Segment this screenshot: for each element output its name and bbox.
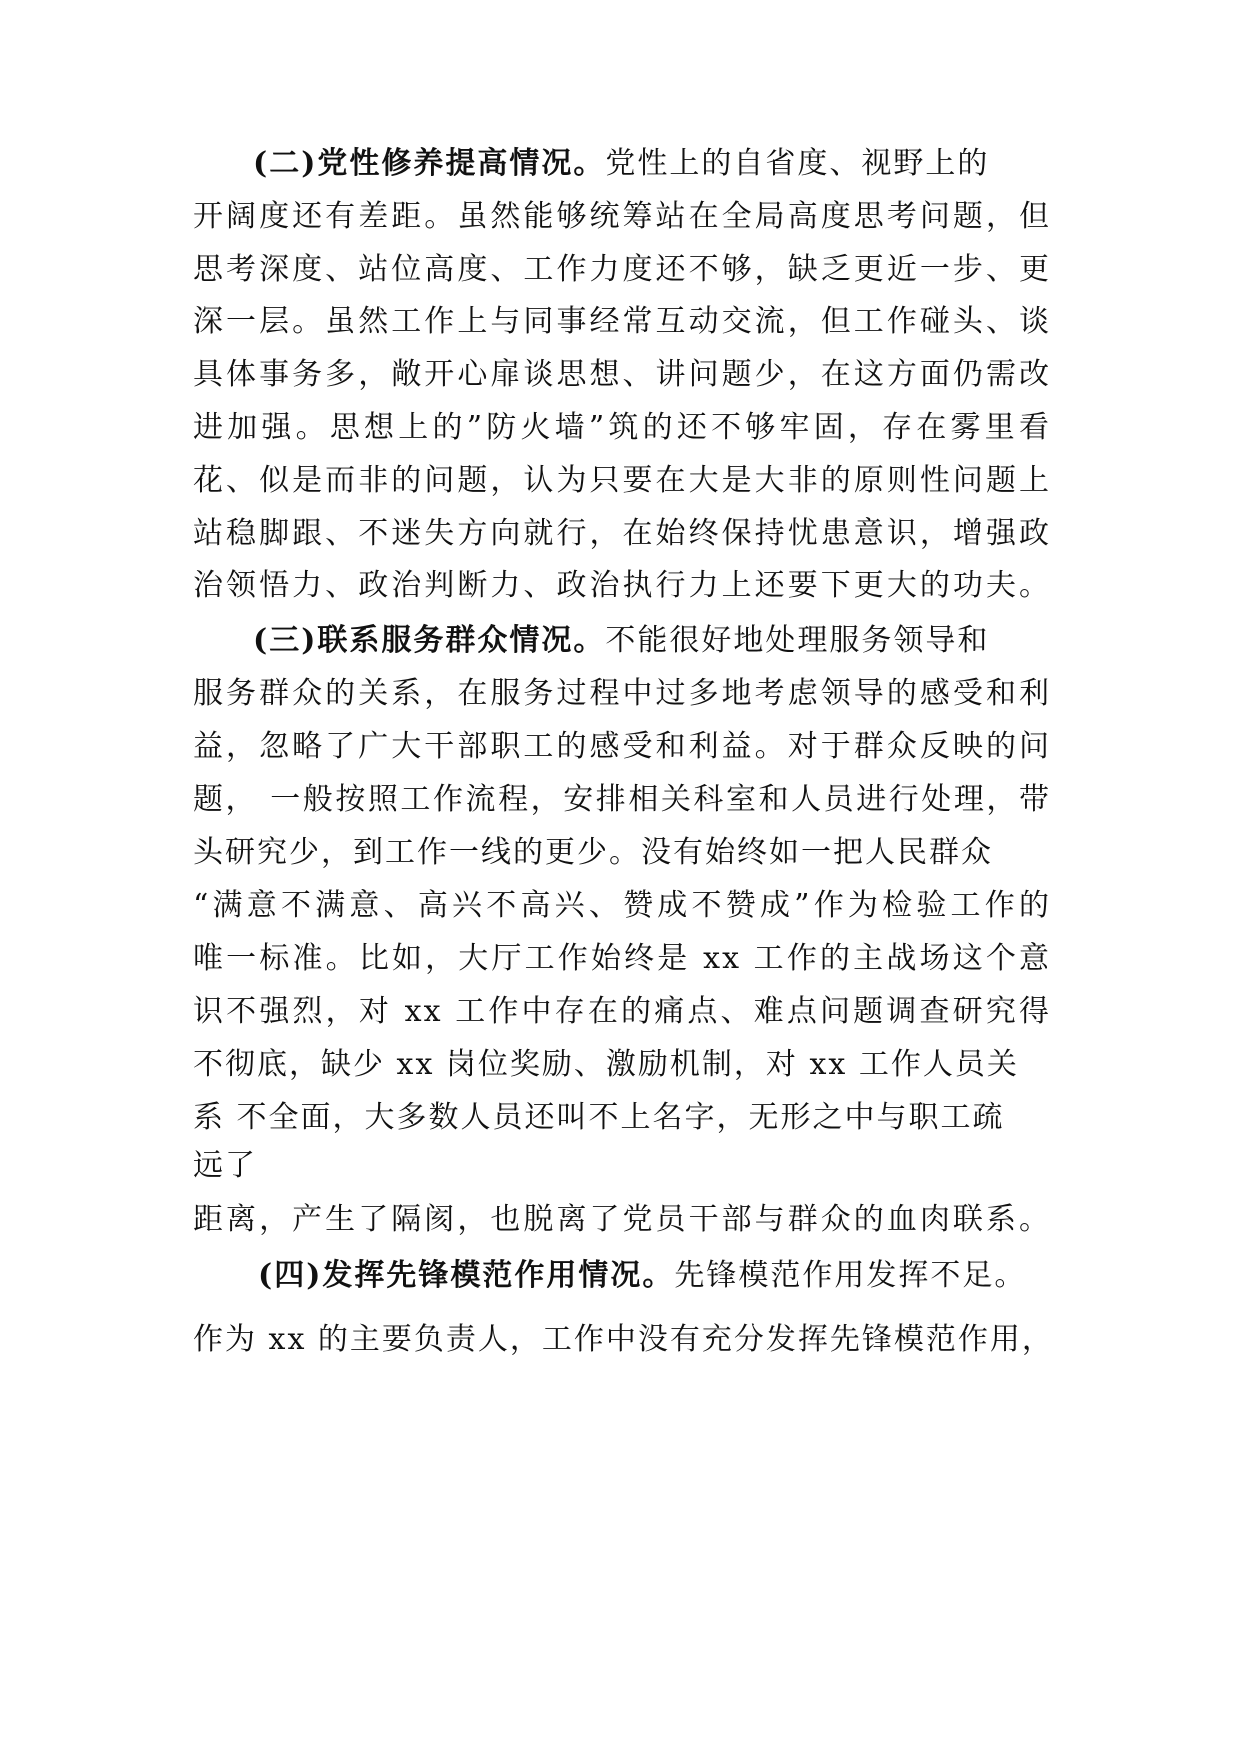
section3-line: “满意不满意、高兴不高兴、赞成不赞成”作为检验工作的 — [193, 888, 1051, 923]
section4-line1-text: 先锋模范作用发挥不足。 — [674, 1258, 1027, 1293]
section3-heading: (三)联系服务群众情况。 — [253, 623, 606, 658]
section4-first-line — [258, 1246, 1026, 1306]
section3-line: 唯一标准。比如，大厅工作始终是 xx 工作的主战场这个意 — [193, 941, 1051, 976]
section3-line: 益，忽略了广大干部职工的感受和利益。对于群众反映的问 — [193, 729, 1051, 764]
section2-heading: (二)党性修养提高情况。 — [253, 146, 606, 181]
section2-line: 花、似是而非的问题，认为只要在大是大非的原则性问题上 — [193, 463, 1051, 498]
section3-line: 识不强烈，对 xx 工作中存在的痛点、难点问题调查研究得 — [193, 994, 1051, 1029]
section2-line: 开阔度还有差距。虽然能够统筹站在全局高度思考问题，但 — [193, 199, 1051, 234]
section2-line: 站稳脚跟、不迷失方向就行，在始终保持忧患意识，增强政 — [193, 516, 1051, 551]
section4-line: 作为 xx 的主要负责人，工作中没有充分发挥先锋模范作用， — [193, 1322, 1054, 1357]
section2-line: 思考深度、站位高度、工作力度还不够，缺乏更近一步、更 — [193, 252, 1051, 287]
section2-first-line — [253, 134, 989, 194]
section3-line: 远了 — [193, 1148, 257, 1183]
section3-line: 服务群众的关系，在服务过程中过多地考虑领导的感受和利 — [193, 676, 1051, 711]
section3-line: 系 不全面，大多数人员还叫不上名字，无形之中与职工疏 — [193, 1100, 1005, 1135]
section3-line1-text: 不能很好地处理服务领导和 — [605, 623, 990, 658]
section3-first-line — [253, 611, 989, 671]
section2-line1-text: 党性上的自省度、视野上的 — [605, 146, 990, 181]
section2-line: 具体事务多，敞开心扉谈思想、讲问题少，在这方面仍需改 — [193, 357, 1051, 392]
section3-line: 距离，产生了隔阂，也脱离了党员干部与群众的血肉联系。 — [193, 1202, 1051, 1237]
section3-line: 不彻底，缺少 xx 岗位奖励、激励机制，对 xx 工作人员关 — [193, 1047, 1019, 1082]
section2-line: 进加强。思想上的”防火墙”筑的还不够牢固，存在雾里看 — [193, 410, 1051, 445]
section4-heading: (四)发挥先锋模范作用情况。 — [258, 1258, 675, 1293]
section3-line: 题， 一般按照工作流程，安排相关科室和人员进行处理，带 — [193, 782, 1051, 817]
section3-line: 头研究少，到工作一线的更少。没有始终如一把人民群众 — [193, 835, 993, 870]
section2-line: 深一层。虽然工作上与同事经常互动交流，但工作碰头、谈 — [193, 304, 1051, 339]
section2-line: 治领悟力、政治判断力、政治执行力上还要下更大的功夫。 — [193, 568, 1051, 603]
